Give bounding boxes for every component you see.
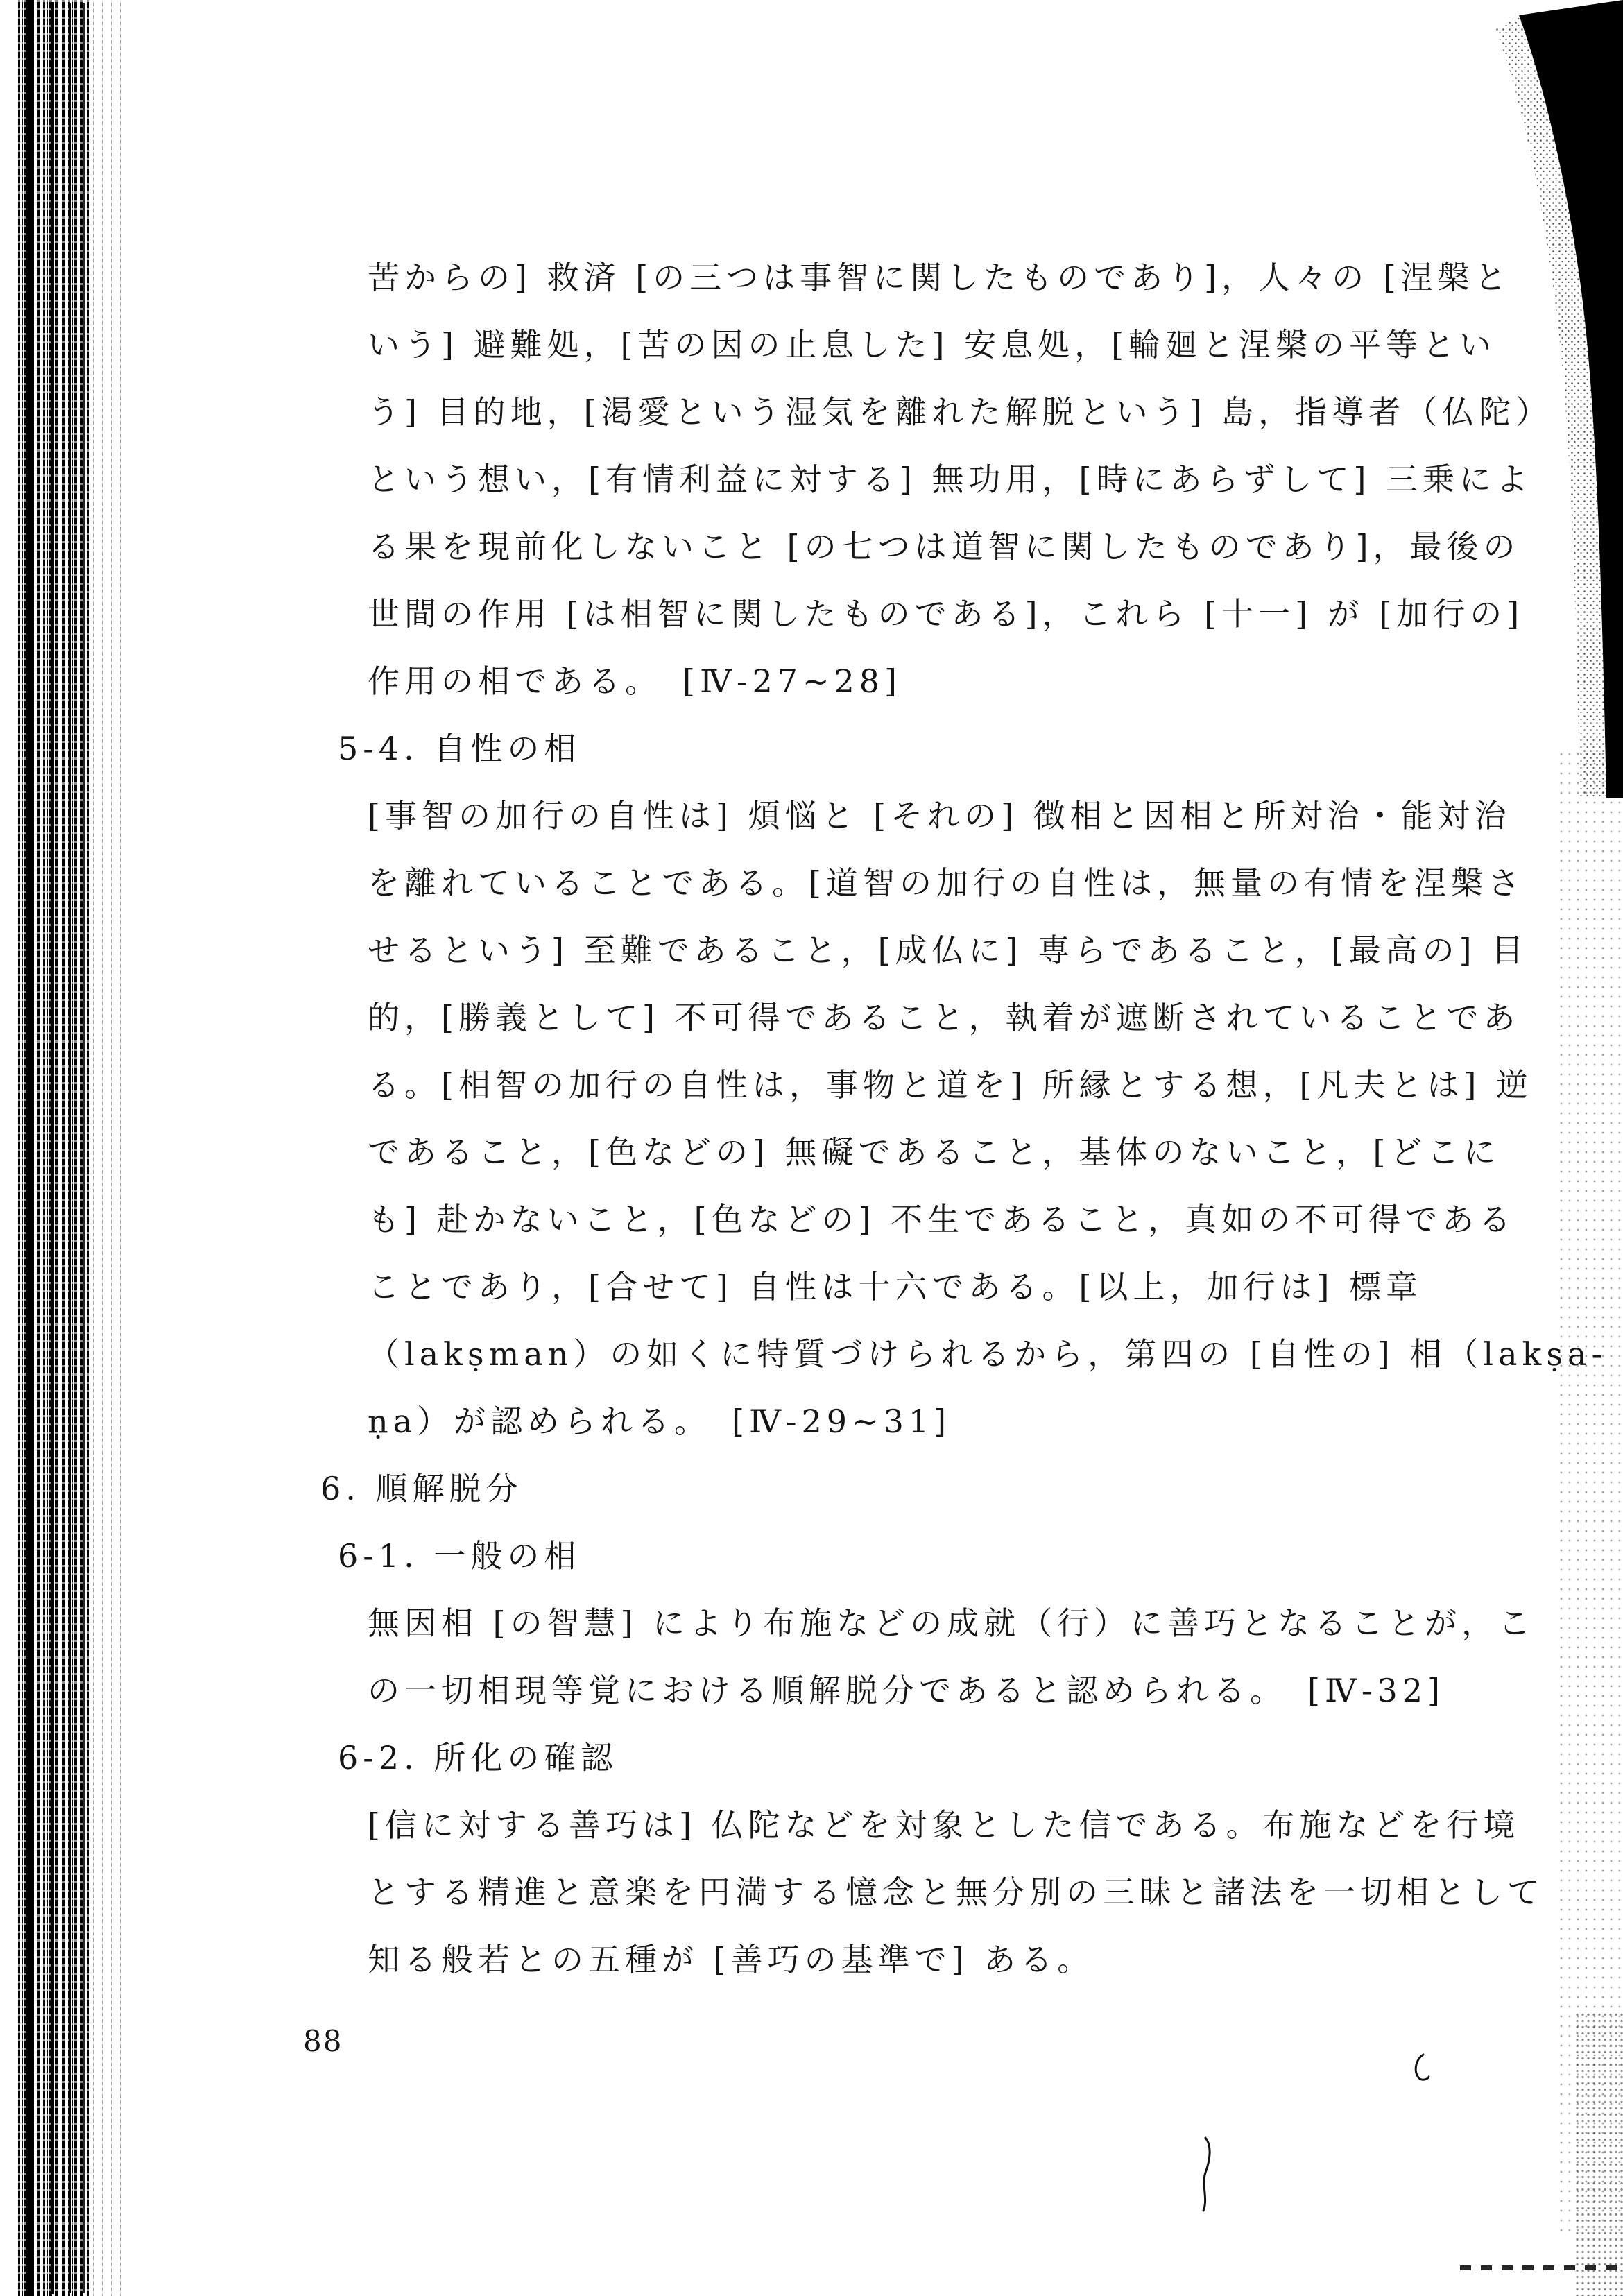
- text-line: 無因相 [の智慧] により布施などの成就（行）に善巧となることが，こ: [368, 1604, 1536, 1642]
- section-heading-5-4: 5-4. 自性の相: [338, 730, 581, 767]
- page-number: 88: [303, 2024, 343, 2058]
- section-heading-6: 6. 順解脱分: [320, 1470, 523, 1507]
- text-line: とする精進と意楽を円満する憶念と無分別の三昧と諸法を一切相として: [368, 1874, 1544, 1911]
- text-line-with-verse-ref: ṇa）が認められる。 [Ⅳ-29~31]: [368, 1403, 952, 1440]
- text-line: であること，[色などの] 無礙であること，基体のないこと，[どこに: [368, 1133, 1501, 1171]
- bottom-edge-scan-line: [1460, 2265, 1623, 2270]
- text-line: う] 目的地，[渇愛という湿気を離れた解脱という] 島，指導者（仏陀）: [368, 393, 1553, 431]
- text-line: いう] 避難処，[苦の因の止息した] 安息処，[輪廻と涅槃の平等とい: [368, 326, 1497, 363]
- text-line: せるという] 至難であること，[成仏に] 専らであること，[最高の] 目: [368, 932, 1529, 969]
- section-heading-6-2: 6-2. 所化の確認: [338, 1739, 618, 1776]
- bottom-right-speckle: [1574, 2012, 1623, 2296]
- text-line: も] 赴かないこと，[色などの] 不生であること，真如の不可得である: [368, 1201, 1516, 1238]
- text-line: 苦からの] 救済 [の三つは事智に関したものであり]，人々の [涅槃と: [368, 259, 1511, 296]
- text-line: [事智の加行の自性は] 煩悩と [それの] 徴相と因相と所対治・能対治: [368, 797, 1511, 834]
- text-column: [320, 244, 1608, 1994]
- text-line: る。[相智の加行の自性は，事物と道を] 所縁とする想，[凡夫とは] 逆: [368, 1066, 1534, 1104]
- text-line: ことであり，[合せて] 自性は十六である。[以上，加行は] 標章: [368, 1268, 1423, 1305]
- text-line: 知る般若との五種が [善巧の基準で] ある。: [368, 1941, 1094, 1978]
- text-line: （lakṣman）の如くに特質づけられるから，第四の [自性の] 相（lakṣa-: [368, 1335, 1608, 1373]
- text-line: 的，[勝義として] 不可得であること，執着が遮断されていることであ: [368, 999, 1520, 1036]
- text-line: という想い，[有情利益に対する] 無功用，[時にあらずして] 三乗によ: [368, 461, 1534, 498]
- pen-mark: [1200, 2136, 1218, 2213]
- text-line: [信に対する善巧は] 仏陀などを対象とした信である。布施などを行境: [368, 1806, 1520, 1844]
- text-line: る果を現前化しないこと [の七つは道智に関したものであり]，最後の: [368, 528, 1520, 565]
- text-line: を離れていることである。[道智の加行の自性は，無量の有情を涅槃さ: [368, 864, 1525, 902]
- text-line-with-verse-ref: 作用の相である。 [Ⅳ-27~28]: [368, 662, 902, 700]
- binding-scan-streaks-sparse: [93, 0, 121, 2296]
- pen-mark: [1408, 2052, 1439, 2088]
- section-heading-6-1: 6-1. 一般の相: [338, 1537, 581, 1575]
- text-line: 世間の作用 [は相智に関したものである]，これら [十一] が [加行の]: [368, 595, 1525, 633]
- binding-scan-streaks-core: [26, 0, 34, 2296]
- text-line-with-verse-ref: の一切相現等覚における順解脱分であると認められる。 [Ⅳ-32]: [368, 1672, 1445, 1709]
